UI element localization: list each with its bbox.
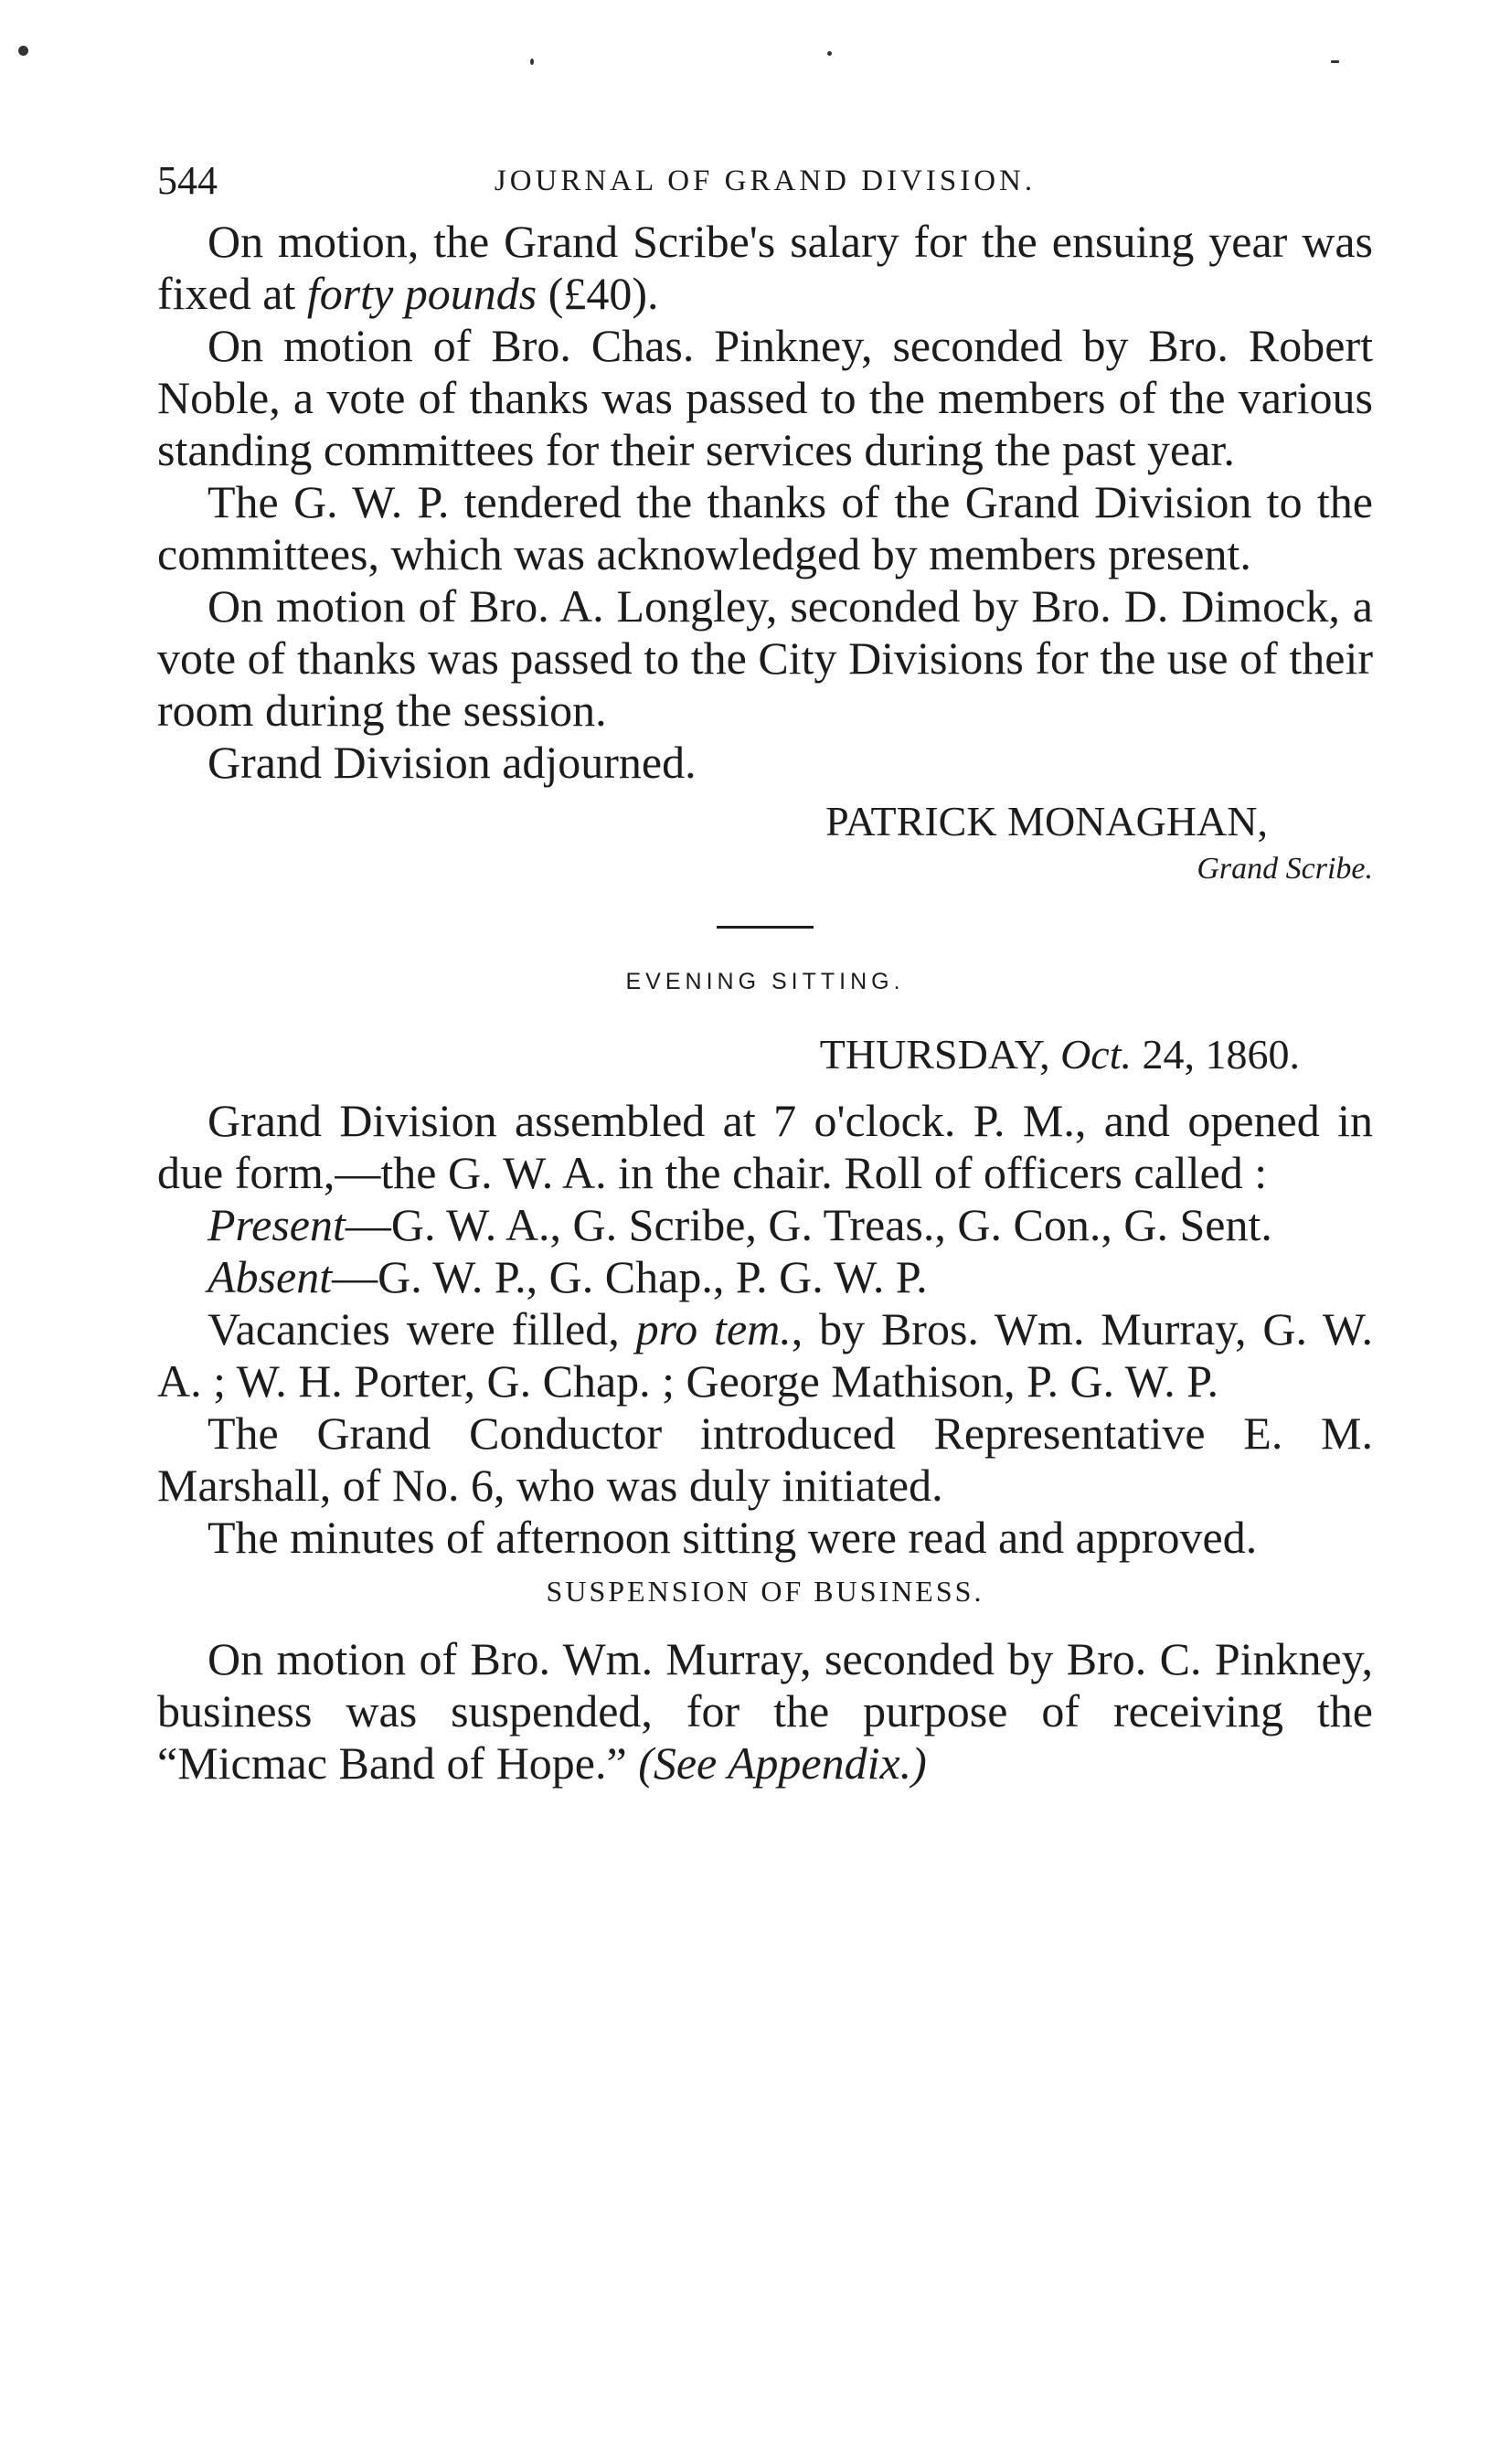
paragraph-adjourned: Grand Division adjourned.	[207, 737, 697, 788]
paragraph-assembled: Grand Division assembled at 7 o'clock. P. M., and opened in due form,—the G. W. A. in the chair. Roll of officers called :	[157, 1095, 1373, 1198]
present-label: Present	[207, 1199, 346, 1250]
absent-label: Absent	[207, 1251, 333, 1302]
signature-block	[157, 794, 1373, 889]
appendix-reference: (See Appendix.)	[638, 1737, 927, 1789]
paragraph-vacancies: Vacancies were filled, pro tem., by Bros. Wm. Murray, G. W. A. ; W. H. Porter, G. Chap. ; George Mathison, P. G. W. P.	[157, 1303, 1374, 1407]
section-divider	[717, 926, 814, 929]
scan-speck	[827, 51, 832, 56]
paragraph-thanks-committees: On motion of Bro. Chas. Pinkney, seconded by Bro. Robert Noble, a vote of thanks was passed to the members of the various standing committees for their services during the past year.	[157, 320, 1373, 475]
scan-speck	[18, 46, 28, 56]
body-text	[157, 216, 1373, 1790]
paragraph-salary: On motion, the Grand Scribe's salary for the ensuing year was fixed at forty pounds (£40).	[157, 216, 1373, 319]
running-head: JOURNAL OF GRAND DIVISION.	[494, 165, 1037, 197]
page-number: 544	[157, 158, 218, 203]
paragraph-gwp-thanks: The G. W. P. tendered the thanks of the Grand Division to the committees, which was acknowledged by members present.	[157, 476, 1373, 579]
paragraph-suspension: On motion of Bro. Wm. Murray, seconded by Bro. C. Pinkney, business was suspended, for the purpose of receiving the “Micmac Band of Hope.” (See Appendix.)	[157, 1633, 1373, 1789]
paragraph-present: Present—G. W. A., G. Scribe, G. Treas., G. Con., G. Sent.	[207, 1199, 1272, 1250]
scan-speck	[530, 58, 534, 65]
signature-name: PATRICK MONAGHAN,	[825, 798, 1268, 844]
dateline: THURSDAY, Oct. 24, 1860.	[819, 1031, 1300, 1078]
signature-title: Grand Scribe.	[1197, 852, 1373, 886]
paragraph-absent: Absent—G. W. P., G. Chap., P. G. W. P.	[207, 1251, 928, 1302]
section-heading-suspension: SUSPENSION OF BUSINESS.	[546, 1575, 984, 1608]
page-header	[157, 154, 1373, 208]
paragraph-minutes: The minutes of afternoon sitting were read and approved.	[207, 1512, 1258, 1563]
salary-amount: forty pounds	[306, 268, 537, 319]
paragraph-conductor: The Grand Conductor introduced Representative E. M. Marshall, of No. 6, who was duly initiated.	[157, 1407, 1373, 1511]
section-heading-evening: EVENING SITTING.	[625, 969, 905, 994]
paragraph-thanks-city-divisions: On motion of Bro. A. Longley, seconded by Bro. D. Dimock, a vote of thanks was passed to the City Divisions for the use of their room during the session.	[157, 580, 1373, 736]
scan-speck	[1331, 60, 1339, 63]
